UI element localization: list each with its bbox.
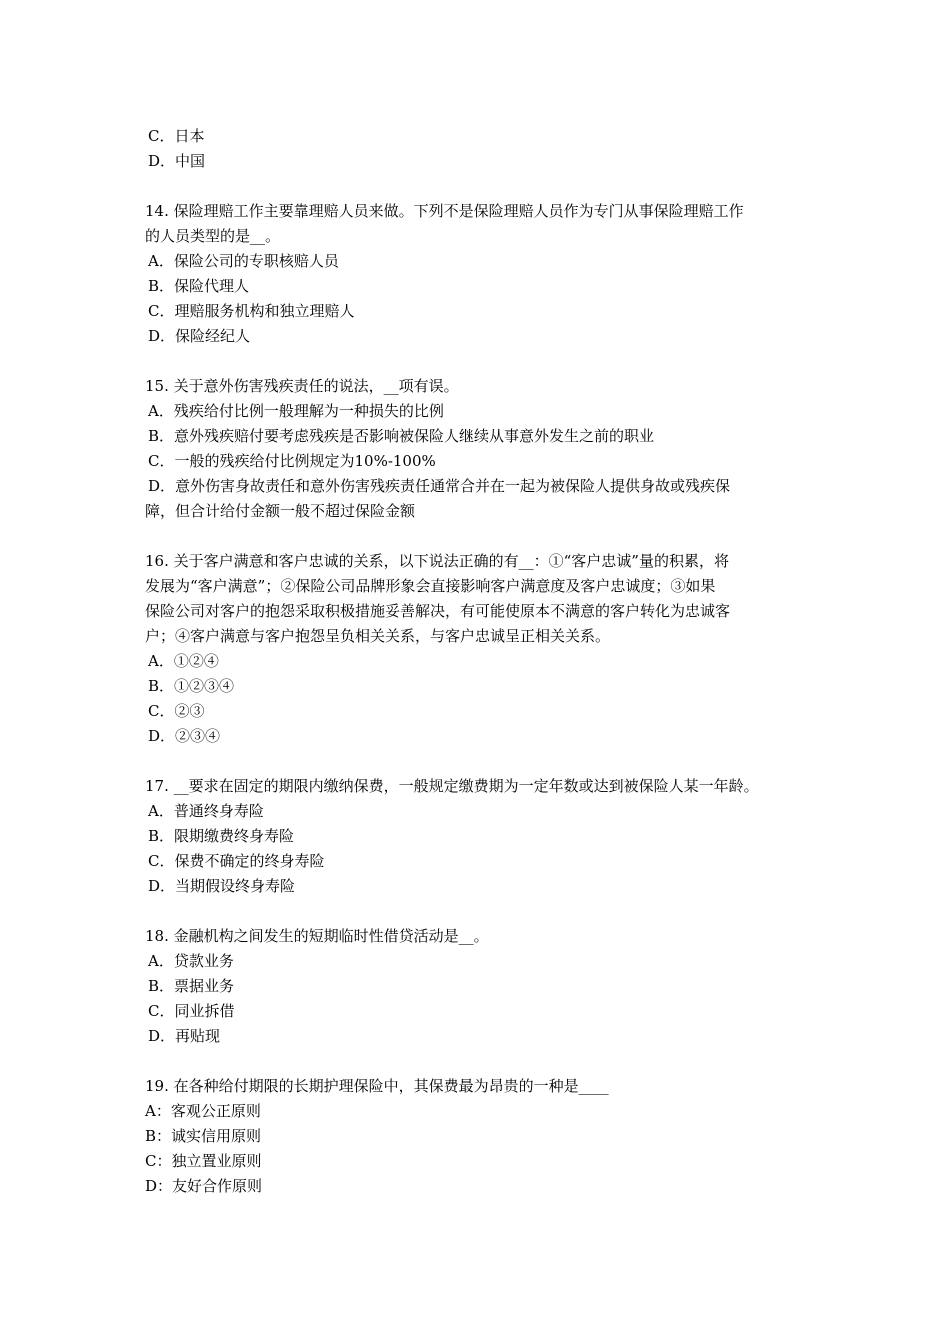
question-stem-line: 19. 在各种给付期限的长期护理保险中，其保费最为昂贵的一种是____ [145,1077,609,1095]
option-a: A：客观公正原则 [145,1102,261,1120]
question-stem-line: 保险公司对客户的抱怨采取积极措施妥善解决，有可能使原本不满意的客户转化为忠诚客 [145,602,731,620]
document-page [145,124,817,1199]
option-d: D．意外伤害身故责任和意外伤害残疾责任通常合并在一起为被保险人提供身故或残疾保 [148,477,731,495]
previous-question-tail [145,124,817,174]
question-stem-line: 14. 保险理赔工作主要靠理赔人员来做。下列不是保险理赔人员作为专门从事保险理赔工作 [145,202,744,220]
option-b: B．保险代理人 [148,277,250,295]
option-d: D．中国 [148,152,206,170]
option-c: C：独立置业原则 [145,1152,262,1170]
option-c: C．日本 [148,127,205,145]
option-a: A．①②④ [148,652,219,670]
question-stem-line: 的人员类型的是__。 [145,227,281,245]
question-15 [145,374,817,524]
option-a: A．普通终身寿险 [148,802,264,820]
question-stem-line: 户；④客户满意与客户抱怨呈负相关关系，与客户忠诚呈正相关关系。 [145,627,611,645]
option-d: D．再贴现 [148,1027,221,1045]
question-stem-line: 16. 关于客户满意和客户忠诚的关系，以下说法正确的有__：①“客户忠诚”量的积累，将 [145,552,729,570]
option-a: A．残疾给付比例一般理解为一种损失的比例 [148,402,444,420]
option-d: D．保险经纪人 [148,327,251,345]
question-19 [145,1074,817,1199]
option-b: B．意外残疾赔付要考虑残疾是否影响被保险人继续从事意外发生之前的职业 [148,427,655,445]
option-b: B．票据业务 [148,977,235,995]
option-a: A．保险公司的专职核赔人员 [148,252,339,270]
option-b: B．限期缴费终身寿险 [148,827,295,845]
question-16 [145,549,817,749]
question-18 [145,924,817,1049]
option-d: D．②③④ [148,727,221,745]
question-14 [145,199,817,349]
option-a: A．贷款业务 [148,952,234,970]
option-c: C．理赔服务机构和独立理赔人 [148,302,355,320]
option-c: C．②③ [148,702,205,720]
option-d: D．当期假设终身寿险 [148,877,296,895]
option-c: C．同业拆借 [148,1002,235,1020]
option-c: C．一般的残疾给付比例规定为10%-100% [148,452,436,470]
question-stem-line: 发展为“客户满意”；②保险公司品牌形象会直接影响客户满意度及客户忠诚度；③如果 [145,577,716,595]
question-stem-line: 18. 金融机构之间发生的短期临时性借贷活动是__。 [145,927,489,945]
question-stem-line: 15. 关于意外伤害残疾责任的说法，__项有误。 [145,377,459,395]
option-c: C．保费不确定的终身寿险 [148,852,325,870]
option-d: D：友好合作原则 [145,1177,263,1195]
question-stem-line: 17. __要求在固定的期限内缴纳保费，一般规定缴费期为一定年数或达到被保险人某一年龄。 [145,777,759,795]
question-17 [145,774,817,899]
option-d-continued: 障，但合计给付金额一般不超过保险金额 [145,502,416,520]
option-b: B．①②③④ [148,677,235,695]
option-b: B：诚实信用原则 [145,1127,262,1145]
